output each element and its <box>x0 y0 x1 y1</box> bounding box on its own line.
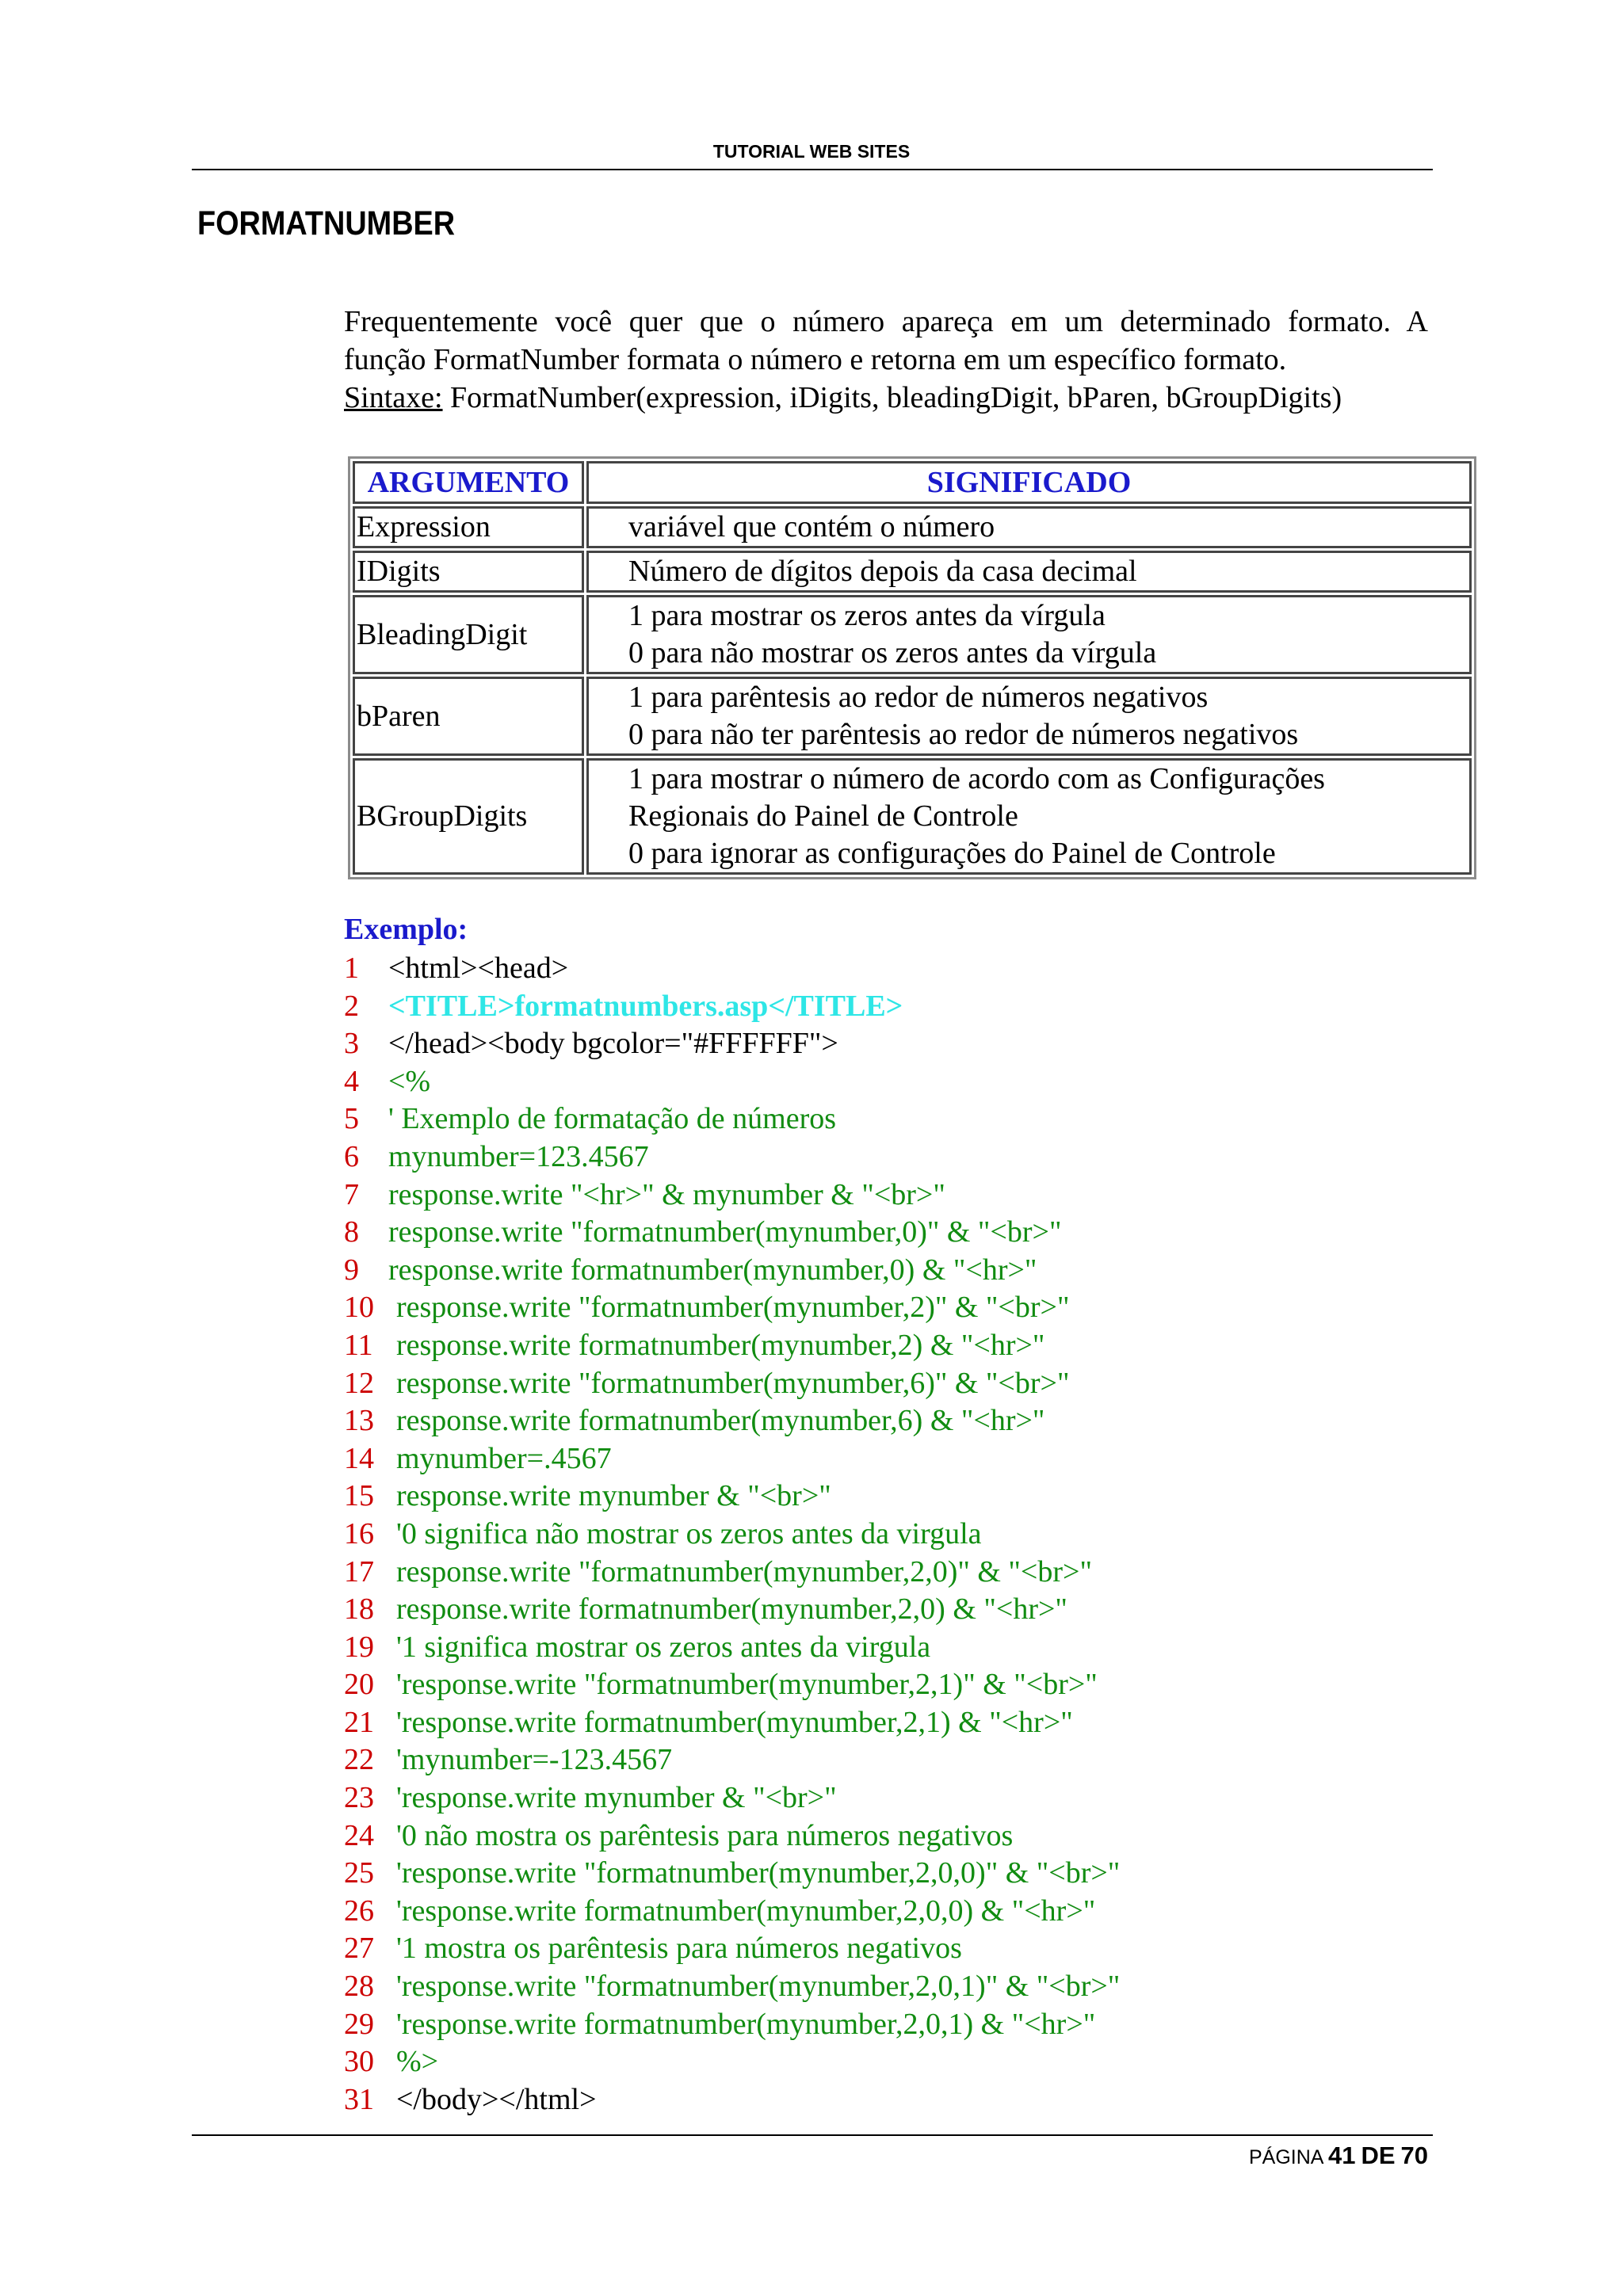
line-number: 2 <box>344 989 359 1023</box>
code-line <box>344 1554 1120 1592</box>
code-line <box>344 1214 1120 1252</box>
code-line <box>344 1025 1120 1063</box>
code-text: 'response.write "formatnumber(mynumber,2,0,0)" & "<br>" <box>396 1856 1121 1890</box>
code-text: response.write formatnumber(mynumber,2) & "<hr>" <box>396 1328 1045 1362</box>
line-number: 26 <box>344 1894 374 1928</box>
code-text: response.write "formatnumber(mynumber,2)" & "<br>" <box>396 1291 1070 1325</box>
line-number: 9 <box>344 1253 359 1287</box>
code-line <box>344 2006 1120 2044</box>
line-number: 20 <box>344 1668 374 1702</box>
page-footer <box>1249 2142 1428 2170</box>
meaning-line: Número de dígitos depois da casa decimal <box>628 555 1137 588</box>
line-number: 17 <box>344 1554 374 1589</box>
code-listing <box>344 950 1120 2119</box>
line-number: 7 <box>344 1177 359 1211</box>
line-number: 6 <box>344 1139 359 1173</box>
code-text: response.write "<hr>" & mynumber & "<br>" <box>388 1177 945 1211</box>
code-text: 'response.write "formatnumber(mynumber,2,0,1)" & "<br>" <box>396 1970 1121 2004</box>
table-header-argument: ARGUMENTO <box>353 461 584 504</box>
code-text: <% <box>388 1064 431 1098</box>
header-rule <box>192 169 1433 170</box>
line-number: 19 <box>344 1630 374 1664</box>
meaning-cell <box>586 677 1472 756</box>
line-number: 18 <box>344 1592 374 1627</box>
code-text: response.write "formatnumber(mynumber,6)" & "<br>" <box>396 1366 1070 1400</box>
meaning-cell <box>586 551 1472 593</box>
code-line <box>344 1100 1120 1138</box>
code-text: 'mynumber=-123.4567 <box>396 1743 673 1777</box>
code-line <box>344 1063 1120 1101</box>
syntax-line <box>344 379 1428 417</box>
code-text: '0 não mostra os parêntesis para números negativos <box>396 1818 1014 1852</box>
code-text: mynumber=123.4567 <box>388 1139 649 1173</box>
meaning-line: 1 para mostrar o número de acordo com as Configurações <box>628 762 1325 795</box>
code-line <box>344 2081 1120 2119</box>
code-line <box>344 1779 1120 1817</box>
code-line <box>344 1968 1120 2006</box>
meaning-line: Regionais do Painel de Controle <box>628 799 1018 833</box>
code-line <box>344 1402 1120 1440</box>
arguments-table <box>348 456 1476 879</box>
line-number: 5 <box>344 1102 359 1136</box>
code-text: '0 significa não mostrar os zeros antes da virgula <box>396 1516 982 1550</box>
code-text: 'response.write formatnumber(mynumber,2,0,1) & "<hr>" <box>396 2007 1096 2041</box>
line-number: 11 <box>344 1328 373 1362</box>
code-text: response.write formatnumber(mynumber,6) & "<hr>" <box>396 1404 1045 1438</box>
code-text: response.write formatnumber(mynumber,2,0) & "<hr>" <box>396 1592 1067 1627</box>
table-row <box>353 677 1472 756</box>
code-line <box>344 1138 1120 1177</box>
code-text: '1 mostra os parêntesis para números negativos <box>396 1932 962 1966</box>
line-number: 12 <box>344 1366 374 1400</box>
page-label: PÁGINA <box>1249 2146 1323 2168</box>
code-text: ' Exemplo de formatação de números <box>388 1102 837 1136</box>
argument-cell: IDigits <box>353 551 584 593</box>
table-row <box>353 758 1472 875</box>
table-header-meaning: SIGNIFICADO <box>586 461 1472 504</box>
code-line <box>344 2043 1120 2081</box>
code-line <box>344 1252 1120 1290</box>
syntax-label: Sintaxe: <box>344 381 443 414</box>
code-line <box>344 1741 1120 1779</box>
line-number: 21 <box>344 1705 374 1739</box>
line-number: 24 <box>344 1818 374 1852</box>
line-number: 23 <box>344 1781 374 1815</box>
code-text: <html><head> <box>388 952 569 985</box>
code-line <box>344 1629 1120 1667</box>
of-label: DE <box>1361 2142 1396 2169</box>
line-number: 8 <box>344 1215 359 1249</box>
example-label: Exemplo: <box>344 913 468 946</box>
code-text: response.write mynumber & "<br>" <box>396 1479 831 1513</box>
code-text: '1 significa mostrar os zeros antes da virgula <box>396 1630 931 1664</box>
code-line <box>344 1591 1120 1629</box>
code-line <box>344 1365 1120 1403</box>
line-number: 1 <box>344 952 359 985</box>
code-text: </head><body bgcolor="#FFFFFF"> <box>388 1027 838 1061</box>
code-line <box>344 988 1120 1026</box>
line-number: 4 <box>344 1064 359 1098</box>
page-total: 70 <box>1400 2142 1428 2169</box>
line-number: 13 <box>344 1404 374 1438</box>
code-text: 'response.write "formatnumber(mynumber,2,1)" & "<br>" <box>396 1668 1098 1702</box>
meaning-cell <box>586 758 1472 875</box>
code-text: <TITLE>formatnumbers.asp</TITLE> <box>388 989 903 1023</box>
line-number: 27 <box>344 1932 374 1966</box>
code-line <box>344 1930 1120 1968</box>
code-text: </body></html> <box>396 2082 597 2116</box>
code-text: 'response.write formatnumber(mynumber,2,1) & "<hr>" <box>396 1705 1073 1739</box>
intro-line-2: função FormatNumber formata o número e retorna em um específico formato. <box>344 343 1287 376</box>
table-header-row <box>353 461 1472 504</box>
argument-cell: BleadingDigit <box>353 595 584 674</box>
code-text: 'response.write formatnumber(mynumber,2,0,0) & "<hr>" <box>396 1894 1096 1928</box>
code-text: response.write formatnumber(mynumber,0) & "<hr>" <box>388 1253 1037 1287</box>
line-number: 14 <box>344 1441 374 1475</box>
code-line <box>344 1289 1120 1327</box>
table-row <box>353 551 1472 593</box>
meaning-line: 0 para ignorar as configurações do Painel de Controle <box>628 837 1276 870</box>
intro-line-1: Frequentemente você quer que o número apareça em um determinado formato. A <box>344 305 1428 338</box>
meaning-line: 0 para não ter parêntesis ao redor de números negativos <box>628 718 1299 751</box>
line-number: 15 <box>344 1479 374 1513</box>
code-text: response.write "formatnumber(mynumber,0)" & "<br>" <box>388 1215 1062 1249</box>
code-line <box>344 950 1120 988</box>
code-line <box>344 1893 1120 1931</box>
page-number: 41 <box>1328 2142 1356 2169</box>
intro-paragraph <box>344 303 1428 417</box>
line-number: 28 <box>344 1970 374 2004</box>
code-line <box>344 1516 1120 1554</box>
code-text: %> <box>396 2045 439 2079</box>
code-line <box>344 1327 1120 1365</box>
code-line <box>344 1817 1120 1855</box>
meaning-cell <box>586 595 1472 674</box>
argument-cell: BGroupDigits <box>353 758 584 875</box>
syntax-text: FormatNumber(expression, iDigits, bleadingDigit, bParen, bGroupDigits) <box>442 381 1342 414</box>
page-header: TUTORIAL WEB SITES <box>712 141 911 162</box>
line-number: 31 <box>344 2082 374 2116</box>
line-number: 22 <box>344 1743 374 1777</box>
meaning-line: 1 para mostrar os zeros antes da vírgula <box>628 599 1106 632</box>
code-line <box>344 1855 1120 1893</box>
table-body <box>353 506 1472 875</box>
code-text: response.write "formatnumber(mynumber,2,0)" & "<br>" <box>396 1554 1092 1589</box>
line-number: 16 <box>344 1516 374 1550</box>
code-text: 'response.write mynumber & "<br>" <box>396 1781 837 1815</box>
code-line <box>344 1440 1120 1478</box>
argument-cell: bParen <box>353 677 584 756</box>
line-number: 3 <box>344 1027 359 1061</box>
line-number: 29 <box>344 2007 374 2041</box>
meaning-cell <box>586 506 1472 548</box>
line-number: 25 <box>344 1856 374 1890</box>
section-title: FORMATNUMBER <box>197 204 456 242</box>
line-number: 10 <box>344 1291 374 1325</box>
code-line <box>344 1177 1120 1215</box>
code-line <box>344 1478 1120 1516</box>
table-row <box>353 595 1472 674</box>
code-line <box>344 1704 1120 1742</box>
line-number: 30 <box>344 2045 374 2079</box>
meaning-line: 0 para não mostrar os zeros antes da vírgula <box>628 636 1157 669</box>
table-row <box>353 506 1472 548</box>
argument-cell: Expression <box>353 506 584 548</box>
meaning-line: variável que contém o número <box>628 510 995 543</box>
meaning-line: 1 para parêntesis ao redor de números negativos <box>628 681 1209 714</box>
code-text: mynumber=.4567 <box>396 1441 612 1475</box>
footer-rule <box>192 2134 1433 2136</box>
code-line <box>344 1666 1120 1704</box>
